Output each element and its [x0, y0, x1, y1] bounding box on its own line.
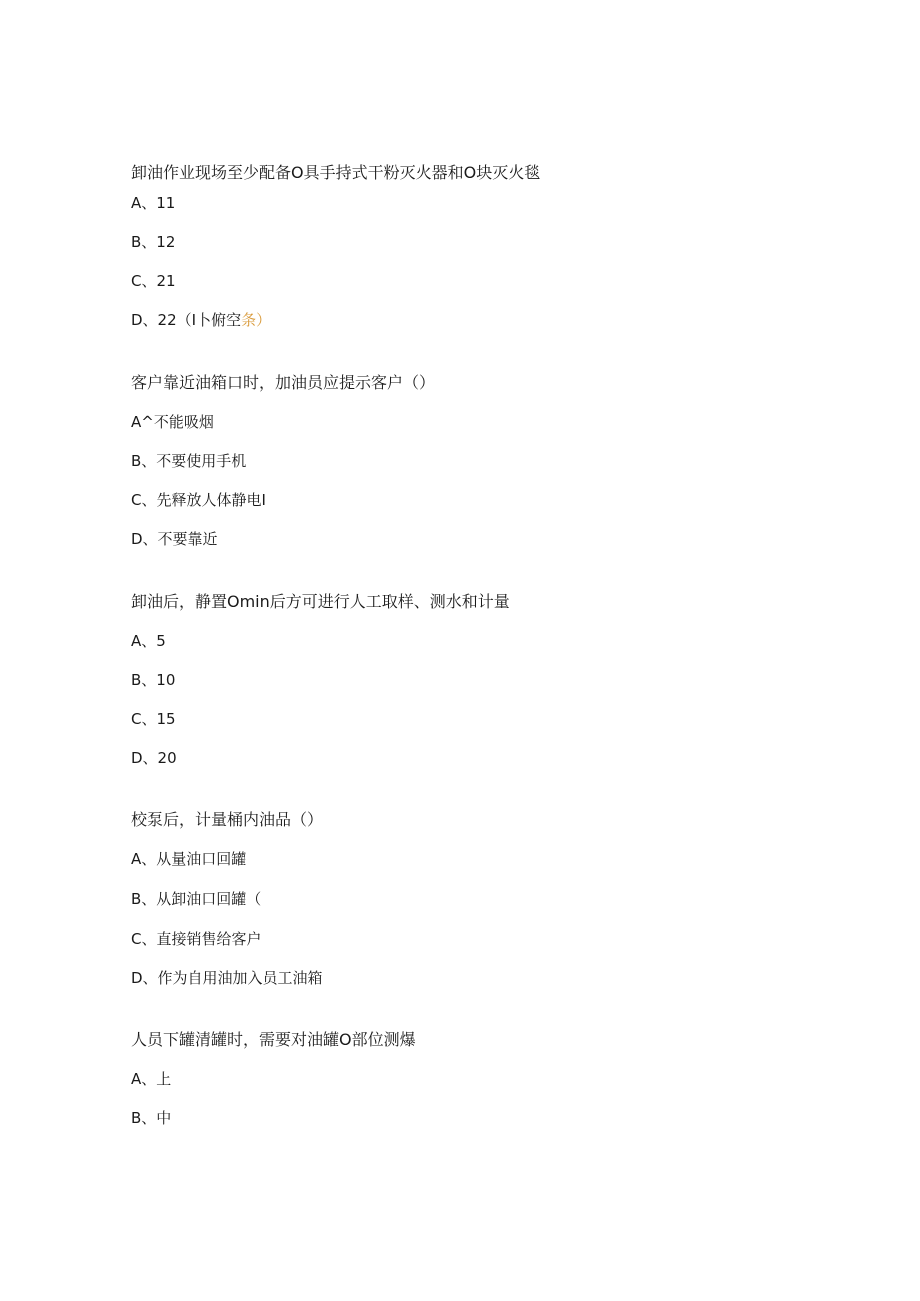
question-4-option-d: D、作为自用油加入员工油箱	[131, 969, 323, 987]
question-4-option-b: B、从卸油口回罐（	[131, 890, 262, 908]
question-2-option-a: A^不能吸烟	[131, 413, 214, 431]
question-2-text: 客户靠近油箱口时，加油员应提示客户（）	[131, 373, 436, 392]
question-4-option-c: C、直接销售给客户	[131, 930, 262, 948]
question-3-text: 卸油后，静置Omin后方可进行人工取样、测水和计量	[131, 592, 510, 611]
question-2-option-c: C、先释放人体静电I	[131, 491, 266, 509]
question-5-option-a: A、上	[131, 1070, 172, 1088]
question-4-option-a: A、从量油口回罐	[131, 850, 247, 868]
question-1-option-d-note-highlight: 条）	[241, 311, 272, 329]
question-1-option-d	[131, 310, 271, 330]
question-1-option-d-note: （I卜俯空	[176, 311, 242, 329]
question-1-text: 卸油作业现场至少配备O具手持式干粉灭火器和O块灭火毯	[131, 163, 541, 182]
question-2-option-b: B、不要使用手机	[131, 452, 247, 470]
question-1-option-b: B、12	[131, 233, 176, 251]
question-4-text: 校泵后，计量桶内油品（）	[131, 810, 324, 829]
question-3-option-d: D、20	[131, 749, 177, 767]
question-1-option-c: C、21	[131, 272, 176, 290]
question-2-option-d: D、不要靠近	[131, 530, 218, 548]
question-3-option-a: A、5	[131, 632, 166, 650]
question-1-option-a: A、11	[131, 194, 176, 212]
question-5-text: 人员下罐清罐时，需要对油罐O部位测爆	[131, 1030, 416, 1049]
question-3-option-c: C、15	[131, 710, 176, 728]
question-3-option-b: B、10	[131, 671, 176, 689]
question-1-option-d-label: D、22	[131, 311, 177, 329]
question-5-option-b: B、中	[131, 1109, 172, 1127]
